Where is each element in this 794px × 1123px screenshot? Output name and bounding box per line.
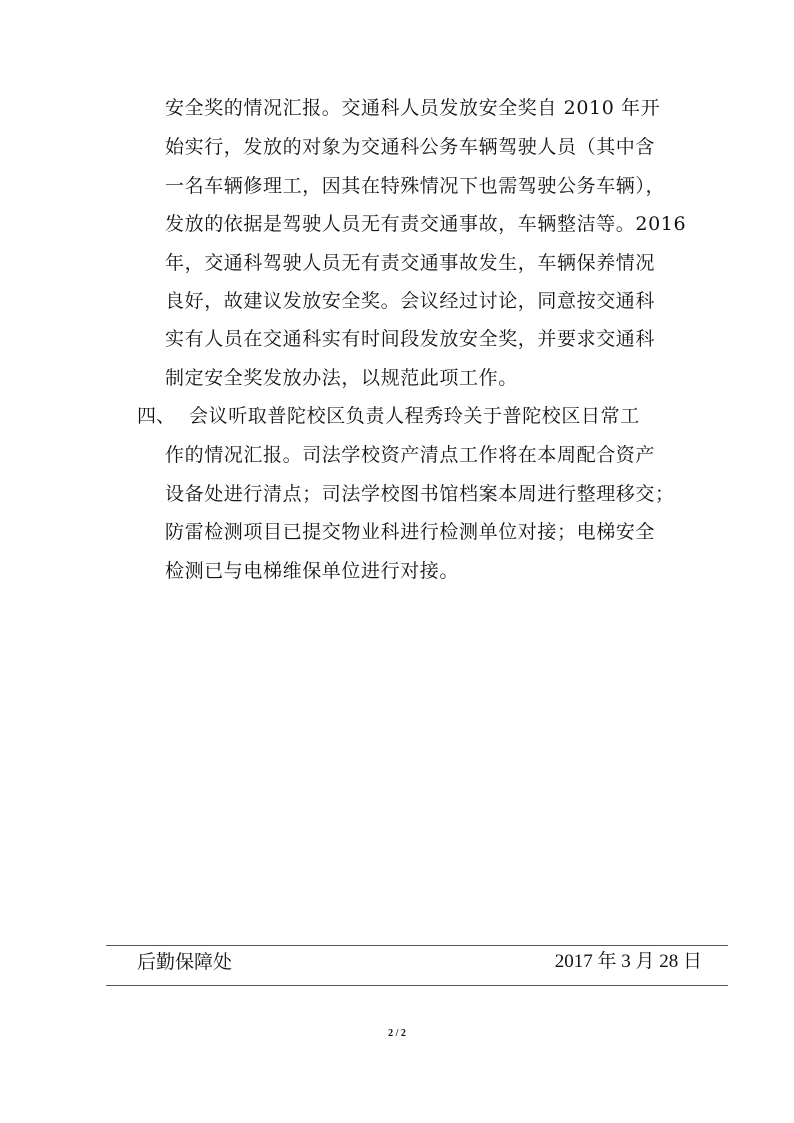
- paragraph-line: 发放的依据是驾驶人员无有责交通事故，车辆整洁等。2016: [165, 213, 687, 235]
- item-line: 设备处进行清点；司法学校图书馆档案本周进行整理移交；: [165, 483, 675, 505]
- item-line: 防雷检测项目已提交物业科进行检测单位对接；电梯安全: [165, 521, 656, 543]
- paragraph-line: 一名车辆修理工，因其在特殊情况下也需驾驶公务车辆），: [165, 175, 666, 197]
- paragraph-line: 制定安全奖发放办法，以规范此项工作。: [165, 367, 518, 389]
- paragraph-line: 始实行，发放的对象为交通科公务车辆驾驶人员（其中含: [165, 136, 656, 158]
- list-marker: 四、: [137, 405, 176, 427]
- page-number: 2 / 2: [388, 1028, 406, 1039]
- footer-organization: 后勤保障处: [137, 951, 233, 973]
- footer-bottom-rule: [106, 985, 728, 986]
- paragraph-line: 良好，故建议发放安全奖。会议经过讨论，同意按交通科: [165, 290, 656, 312]
- footer-date: 2017 年 3 月 28 日: [554, 951, 702, 972]
- paragraph-line: 安全奖的情况汇报。交通科人员发放安全奖自 2010 年开: [165, 97, 661, 119]
- footer-top-rule: [106, 945, 728, 946]
- paragraph-line: 年，交通科驾驶人员无有责交通事故发生，车辆保养情况: [165, 252, 656, 274]
- item-line: 检测已与电梯维保单位进行对接。: [165, 560, 460, 582]
- item-line: 作的情况汇报。司法学校资产清点工作将在本周配合资产: [165, 444, 656, 466]
- item-line: 会议听取普陀校区负责人程秀玲关于普陀校区日常工: [189, 405, 640, 427]
- paragraph-line: 实有人员在交通科实有时间段发放安全奖，并要求交通科: [165, 328, 656, 350]
